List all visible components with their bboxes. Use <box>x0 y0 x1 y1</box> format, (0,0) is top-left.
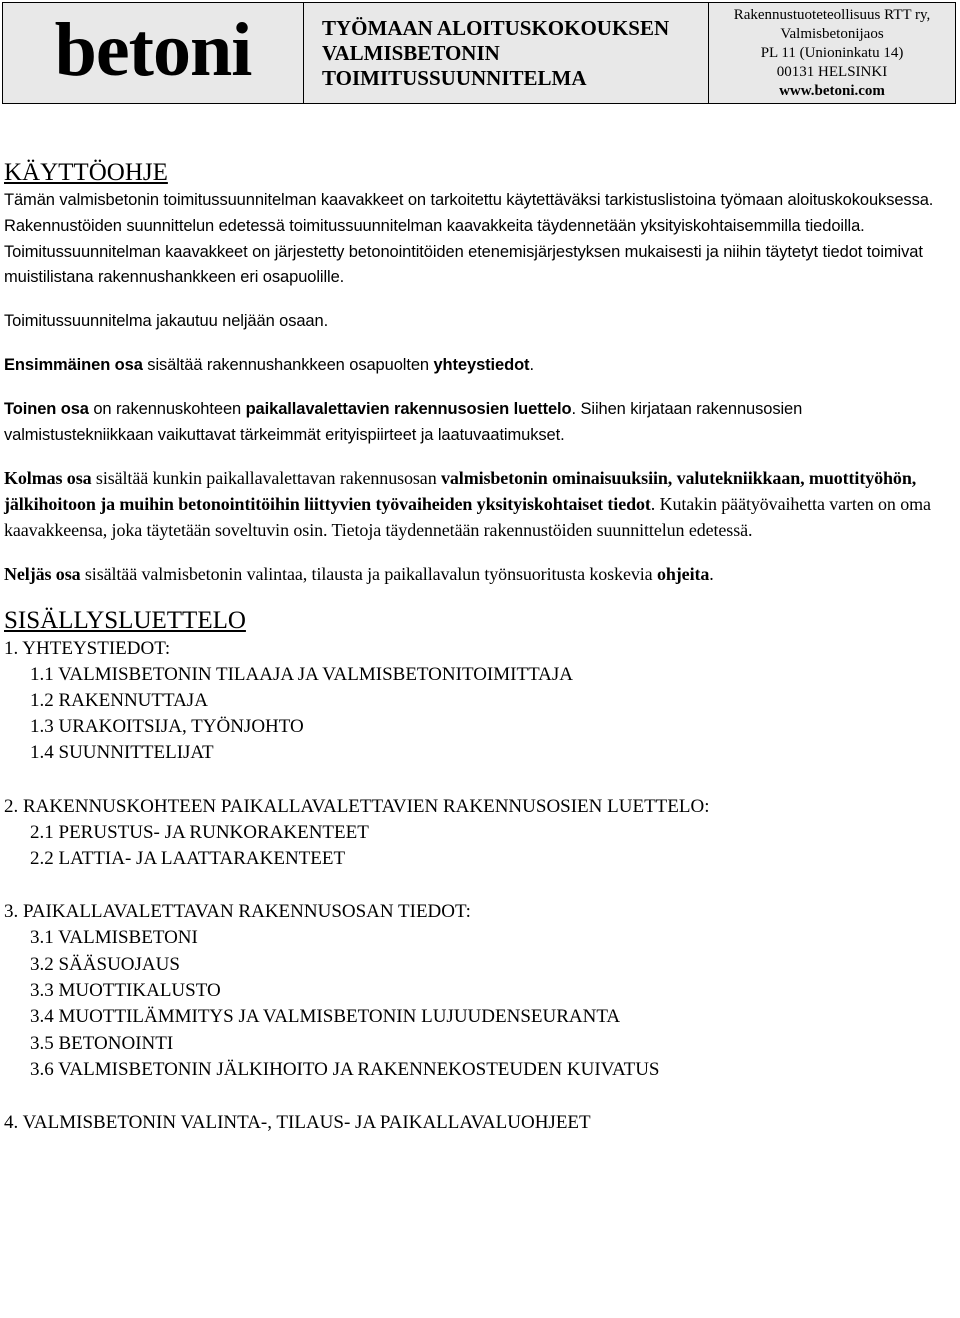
part-one-description <box>4 353 944 379</box>
toc-section <box>4 899 944 1083</box>
title-line: VALMISBETONIN <box>322 40 500 65</box>
toc-section-heading[interactable]: 2. RAKENNUSKOHTEEN PAIKALLAVALETTAVIEN RAKENNUSOSIEN LUETTELO: <box>4 795 710 817</box>
document-header <box>2 2 956 104</box>
address-line: 00131 HELSINKI <box>776 63 888 80</box>
part-text: sisältää valmisbetonin valintaa, tilausta ja paikallavalun työnsuoritusta koskevia <box>80 563 657 584</box>
toc-item[interactable]: 3.1 VALMISBETONI <box>30 927 198 949</box>
toc-item[interactable]: 3.5 BETONOINTI <box>30 1032 174 1054</box>
toc-item[interactable]: 3.2 SÄÄSUOJAUS <box>30 953 180 975</box>
part-label: Neljäs osa <box>4 563 81 584</box>
toc-item[interactable]: 3.6 VALMISBETONIN JÄLKIHOITO JA RAKENNEKOSTEUDEN KUIVATUS <box>30 1058 660 1080</box>
part-emphasis: paikallavalettavien rakennusosien luettelo <box>245 399 572 418</box>
address-line: Valmisbetonijaos <box>780 25 884 42</box>
toc-section <box>4 1110 944 1136</box>
part-label: Toinen osa <box>4 399 89 418</box>
title-line: TOIMITUSSUUNNITELMA <box>322 65 587 90</box>
part-text: . <box>709 563 714 584</box>
logo-cell <box>3 3 304 103</box>
toc-section-heading[interactable]: 4. VALMISBETONIN VALINTA-, TILAUS- JA PAIKALLAVALUOHJEET <box>4 1112 591 1134</box>
part-emphasis: yhteystiedot <box>433 355 530 374</box>
part-four-description <box>4 562 944 588</box>
toc-section-heading[interactable]: 1. YHTEYSTIEDOT: <box>4 637 171 659</box>
toc-item[interactable]: 2.2 LATTIA- JA LAATTARAKENTEET <box>30 848 346 870</box>
instructions-heading: KÄYTTÖOHJE <box>4 159 168 186</box>
part-text: on rakennuskohteen <box>88 399 246 418</box>
title-line: TYÖMAAN ALOITUSKOKOUKSEN <box>322 15 670 40</box>
part-emphasis: ohjeita <box>656 563 710 584</box>
part-emphasis: valmisbetonin ominaisuuksiin, valutekniikkaan, muottityöhön, jälkihoitoon ja muihin betonointitöihin liittyvien työvaiheiden yksityiskohtaiset tiedot <box>4 468 917 515</box>
part-three-description <box>4 466 944 543</box>
publisher-address <box>709 3 955 103</box>
part-two-description <box>4 397 944 449</box>
address-line: PL 11 (Unioninkatu 14) <box>760 44 904 61</box>
part-text: sisältää kunkin paikallavalettavan rakennusosan <box>91 468 441 489</box>
toc-section-heading[interactable]: 3. PAIKALLAVALETTAVAN RAKENNUSOSAN TIEDOT: <box>4 901 471 923</box>
address-line: Rakennustuoteteollisuus RTT ry, <box>733 6 931 23</box>
toc-heading: SISÄLLYSLUETTELO <box>4 606 246 634</box>
toc-item[interactable]: 1.3 URAKOITSIJA, TYÖNJOHTO <box>30 716 304 738</box>
parts-summary: Toimitussuunnitelma jakautuu neljään osaan. <box>4 312 329 331</box>
betoni-logo: betoni <box>54 8 252 92</box>
intro-paragraph: Tämän valmisbetonin toimitussuunnitelman kaavakkeet on tarkoitettu käytettäväksi tarkistuslistoina työmaan aloituskokouksessa. Rakennustöiden suunnittelun edetessä toimitussuunnitelman kaavakkeita täydennetään yksityiskohtaisemmilla tiedoilla. Toimitussuunnitelman kaavakkeet on järjestetty betonointitöiden etenemisjärjestyksen mukaisesti ja niihin täytetyt tiedot toimivat muistilistana rakennushankkeen eri osapuolille. <box>4 191 934 287</box>
part-text: . <box>529 355 534 374</box>
part-text: . Kutakin päätyövaihetta varten on oma kaavakkeensa, joka täytetään soveltuvin osin. Tietoja täydennetään rakennustöiden suunnittelun edetessä. <box>4 494 931 540</box>
toc-item[interactable]: 1.4 SUUNNITTELIJAT <box>30 742 214 764</box>
toc-section <box>4 636 944 767</box>
document-body <box>4 158 944 1163</box>
part-label: Kolmas osa <box>4 468 92 489</box>
website-link[interactable]: www.betoni.com <box>779 82 885 99</box>
toc-item[interactable]: 1.2 RAKENNUTTAJA <box>30 689 208 711</box>
toc-item[interactable]: 2.1 PERUSTUS- JA RUNKORAKENTEET <box>30 821 369 843</box>
toc-section <box>4 794 944 873</box>
toc-item[interactable]: 3.3 MUOTTIKALUSTO <box>30 979 221 1001</box>
part-label: Ensimmäinen osa <box>4 355 143 374</box>
toc-item[interactable]: 1.1 VALMISBETONIN TILAAJA JA VALMISBETONITOIMITTAJA <box>30 663 574 685</box>
part-text: . Siihen kirjataan rakennusosien valmistustekniikkaan vaikuttavat tärkeimmät erityispiirteet ja laatuvaatimukset. <box>4 399 803 444</box>
document-title <box>304 3 709 103</box>
toc-item[interactable]: 3.4 MUOTTILÄMMITYS JA VALMISBETONIN LUJUUDENSEURANTA <box>30 1006 621 1028</box>
part-text: sisältää rakennushankkeen osapuolten <box>142 355 434 374</box>
